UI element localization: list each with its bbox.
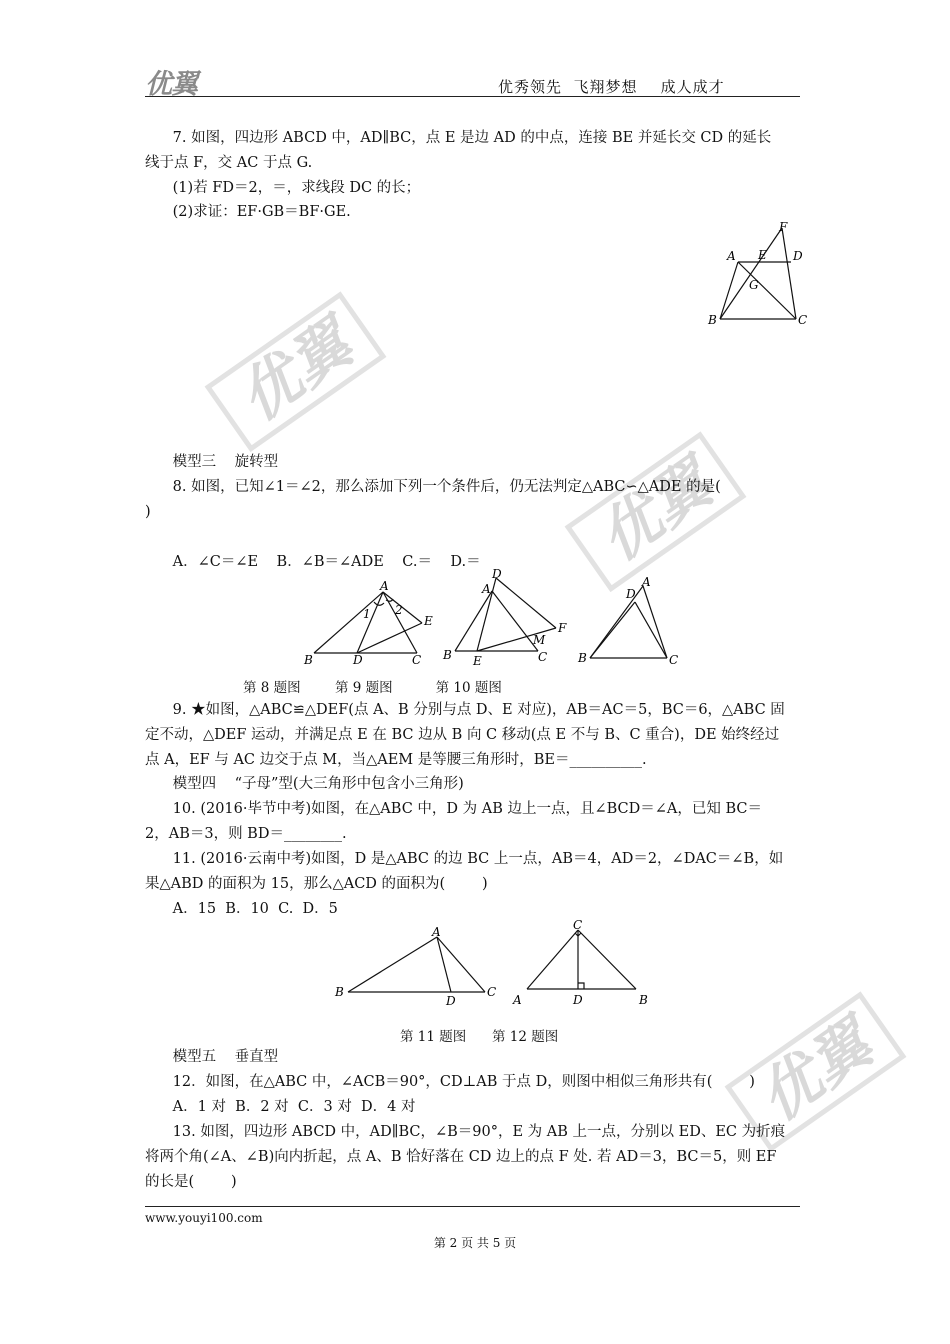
- q9-line-2: 定不动，△DEF 运动，并满足点 E 在 BC 边从 B 向 C 移动(点 E 不与 B、C 重合)，DE 始终经过: [145, 727, 780, 743]
- q7-part-1: (1)若 FD＝2，＝，求线段 DC 的长；: [145, 180, 421, 196]
- figure-12: [505, 916, 655, 1008]
- header-logo: 优翼: [145, 69, 197, 100]
- fig9-label: M: [533, 633, 546, 647]
- fig12-label: D: [573, 993, 583, 1007]
- caption-fig-8-10: 第 8 题图 第 9 题图 第 10 题图: [243, 680, 502, 696]
- fig10-label: C: [669, 653, 679, 667]
- fig11-label: B: [335, 985, 344, 999]
- figure-11: [330, 920, 502, 1006]
- section-model-4: 模型四 “子母”型(大三角形中包含小三角形): [145, 776, 464, 792]
- fig9-label: D: [492, 567, 502, 581]
- fig9-label: F: [558, 621, 567, 635]
- fig9-label: E: [473, 654, 482, 668]
- q7-line-1: 7. 如图，四边形 ABCD 中，AD∥BC，点 E 是边 AD 的中点，连接 BE 并延长交 CD 的延长: [145, 130, 772, 146]
- fig7-label: B: [708, 313, 717, 327]
- watermark: 优翼: [720, 985, 905, 1151]
- fig12-label: B: [639, 993, 648, 1007]
- q11-line-2: 果△ABD 的面积为 15，那么△ACD 的面积为( ): [145, 876, 488, 892]
- footer-rule: [145, 1206, 800, 1207]
- q13-line-2: 将两个角(∠A、∠B)向内折起，点 A、B 恰好落在 CD 边上的点 F 处. 若 AD＝3，BC＝5，则 EF: [145, 1149, 777, 1165]
- fig11-label: D: [446, 994, 456, 1006]
- q7-line-2: 线于点 F，交 AC 于点 G.: [145, 155, 313, 171]
- fig7-label: C: [798, 313, 808, 327]
- fig7-label: F: [779, 220, 788, 234]
- figure-10: [575, 572, 687, 672]
- fig11-label: A: [432, 925, 441, 939]
- fig8-label: D: [353, 653, 363, 667]
- fig7-label: D: [793, 249, 803, 263]
- fig8-label: A: [380, 579, 389, 593]
- fig10-label: A: [642, 575, 651, 589]
- watermark: 优翼: [200, 285, 385, 451]
- fig9-label: A: [482, 582, 491, 596]
- page-number: 第 2 页 共 5 页: [433, 1236, 517, 1250]
- fig7-label: A: [727, 249, 736, 263]
- fig10-label: D: [626, 587, 636, 601]
- q9-line-1: 9. ★如图，△ABC≌△DEF(点 A、B 分别与点 D、E 对应)，AB＝AC＝5，BC＝6，△ABC 固: [145, 702, 785, 718]
- q8-options: A．∠C＝∠E B．∠B＝∠ADE C.＝ D.＝: [145, 554, 481, 570]
- fig10-label: B: [578, 651, 587, 665]
- fig9-label: C: [538, 650, 548, 664]
- figure-9: [440, 566, 575, 670]
- fig12-label: C: [573, 918, 583, 932]
- fig8-label: B: [304, 653, 313, 667]
- section-model-5: 模型五 垂直型: [145, 1049, 279, 1065]
- figure-8: [300, 578, 440, 670]
- fig11-label: C: [487, 985, 497, 999]
- q13-line-3: 的长是( ): [145, 1174, 237, 1190]
- q11-options: A．15 B．10 C. D．5: [145, 901, 338, 917]
- q13-line-1: 13. 如图，四边形 ABCD 中，AD∥BC，∠B＝90°，E 为 AB 上一点，分别以 ED、EC 为折痕: [145, 1124, 786, 1140]
- q10-line-2: 2，AB＝3，则 BD＝________.: [145, 826, 347, 842]
- caption-fig-11-12: 第 11 题图 第 12 题图: [400, 1029, 559, 1045]
- q8-line-1: 8. 如图，已知∠1＝∠2，那么添加下列一个条件后，仍无法判定△ABC∽△ADE 的是(: [145, 479, 721, 495]
- fig8-label: C: [412, 653, 422, 667]
- q8-line-2: ): [145, 504, 151, 520]
- q7-part-2: (2)求证：EF·GB＝BF·GE.: [145, 204, 351, 220]
- section-model-3: 模型三 旋转型: [145, 454, 279, 470]
- q11-line-1: 11. (2016·云南中考)如图，D 是△ABC 的边 BC 上一点，AB＝4，AD＝2，∠DAC＝∠B，如: [145, 851, 784, 867]
- footer-url[interactable]: www.youyi100.com: [145, 1211, 263, 1225]
- fig8-label: 2: [395, 603, 403, 617]
- figure-7: [700, 218, 820, 330]
- fig8-label: E: [424, 614, 433, 628]
- header-rule: [145, 96, 800, 97]
- q10-line-1: 10. (2016·毕节中考)如图，在△ABC 中，D 为 AB 边上一点，且∠BCD＝∠A，已知 BC＝: [145, 801, 763, 817]
- watermark: 优翼: [560, 425, 745, 591]
- fig8-label: 1: [363, 607, 371, 621]
- q12-options: A．1 对 B．2 对 C．3 对 D．4 对: [145, 1099, 416, 1115]
- fig7-label: G: [749, 278, 759, 292]
- fig9-label: B: [443, 648, 452, 662]
- q9-line-3: 点 A，EF 与 AC 边交于点 M，当△AEM 是等腰三角形时，BE＝__________.: [145, 752, 647, 768]
- fig12-label: A: [513, 993, 522, 1007]
- fig7-label: E: [758, 248, 767, 262]
- header-slogan: 优秀领先 飞翔梦想 成人成才: [498, 78, 725, 96]
- q12-line-1: 12．如图，在△ABC 中，∠ACB＝90°，CD⊥AB 于点 D，则图中相似三角形共有( ): [145, 1074, 755, 1090]
